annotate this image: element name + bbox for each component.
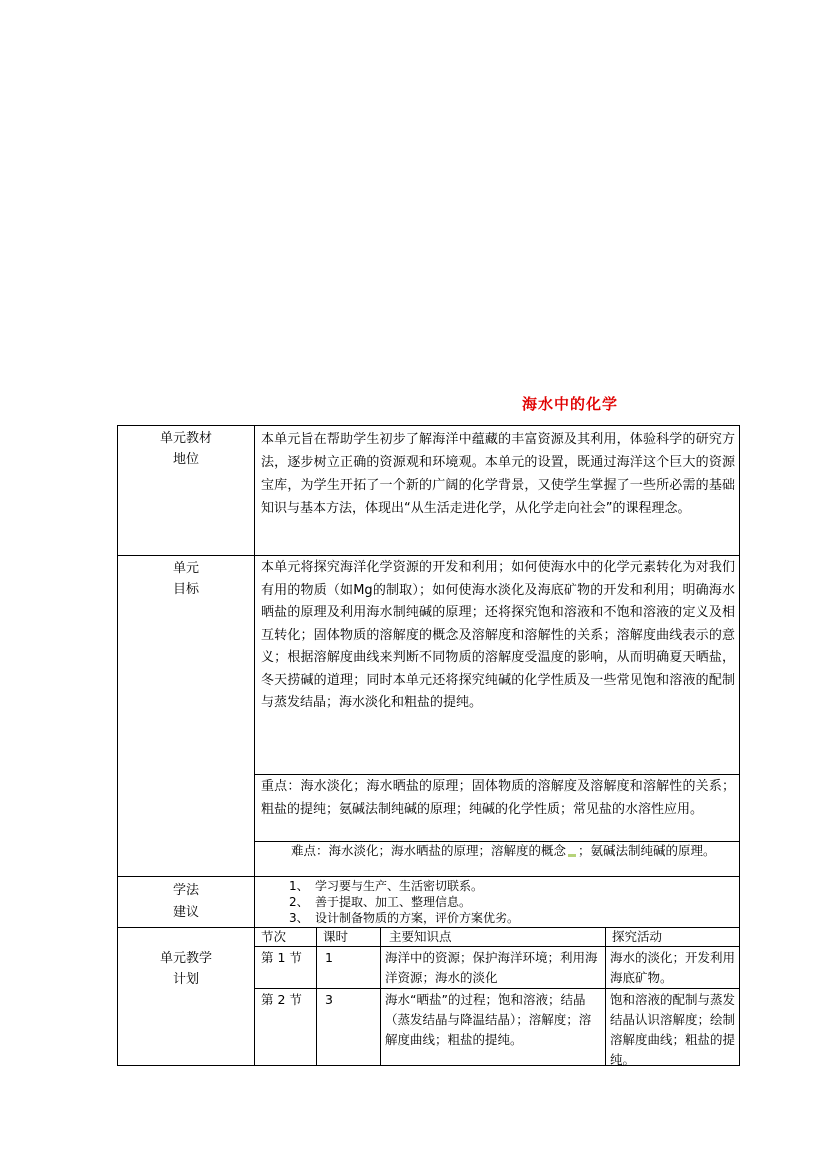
goals-label-line1: 单元: [172, 561, 199, 576]
methods-item: 1、 学习要与生产、生活密切联系。: [289, 879, 484, 893]
key-points-text: 重点：海水淡化；海水晒盐的原理；固体物质的溶解度及溶解度和溶解性的关系；粗盐的提纯；氨碱法制纯碱的原理；纯碱的化学性质；常见盐的水溶性应用。: [254, 774, 740, 842]
plan-header-section: 节次: [254, 927, 317, 947]
position-label-line2: 地位: [172, 452, 199, 467]
goals-label-line2: 目标: [172, 582, 199, 597]
document-title: 海水中的化学: [521, 395, 618, 413]
position-text: 本单元旨在帮助学生初步了解海洋中蕴藏的丰富资源及其利用，体验科学的研究方法，逐步树立正确的资源观和环境观。本单元的设置，既通过海洋这个巨大的资源宝库，为学生开拓了一个新的广阔的化学背景，又使学生掌握了一些所必需的基础知识与基本方法，体现出“从生活走进化学，从化学走向社会”的课程理念。: [254, 425, 740, 556]
position-label-line1: 单元教材: [159, 431, 212, 446]
difficulties-text: [254, 841, 740, 877]
plan-header-hours: 课时: [316, 927, 381, 947]
plan-label-line2: 计划: [172, 972, 199, 987]
position-label-cell: [117, 425, 255, 556]
plan-row2-hours: 3: [316, 988, 381, 1066]
unit-plan-table: [117, 425, 740, 1066]
methods-item: 2、 善于提取、加工、整理信息。: [289, 895, 472, 909]
plan-label-cell: [117, 927, 255, 1066]
difficulties-part-a: 难点：海水淡化；海水晒盐的原理；溶解度的概念: [291, 843, 567, 858]
plan-header-activity: 探究活动: [605, 927, 740, 947]
highlight-mark-icon: [568, 854, 576, 857]
plan-row2-knowledge: 海水“晒盐”的过程；饱和溶液；结晶（蒸发结晶与降温结晶）；溶解度；溶解度曲线；粗盐的提纯。: [380, 988, 606, 1066]
difficulties-part-b: ；氨碱法制纯碱的原理。: [578, 843, 716, 858]
plan-row2-section: 第 2 节: [254, 988, 317, 1066]
plan-header-knowledge: 主要知识点: [380, 927, 606, 947]
methods-label-line2: 建议: [172, 905, 199, 920]
goals-label-cell: [117, 555, 255, 877]
plan-row1-section: 第 1 节: [254, 946, 317, 989]
plan-label-line1: 单元教学: [159, 951, 212, 966]
plan-row2-activity: 饱和溶液的配制与蒸发结晶认识溶解度；绘制溶解度曲线；粗盐的提纯。: [605, 988, 740, 1066]
plan-row1-knowledge: 海洋中的资源；保护海洋环境；利用海洋资源；海水的淡化: [380, 946, 606, 989]
goals-text: 本单元将探究海洋化学资源的开发和利用；如何使海水中的化学元素转化为对我们有用的物质（如Mg的制取）；如何使海水淡化及海底矿物的开发和利用；明确海水晒盐的原理及利用海水制纯碱的原理；还将探究饱和溶液和不饱和溶液的定义及相互转化；固体物质的溶解度的概念及溶解度和溶解性的关系；溶解度曲线表示的意义；根据溶解度曲线来判断不同物质的溶解度受温度的影响，从而明确夏天晒盐，冬天捞碱的道理；同时本单元还将探究纯碱的化学性质及一些常见饱和溶液的配制与蒸发结晶；海水淡化和粗盐的提纯。: [254, 555, 740, 775]
methods-item: 3、 设计制备物质的方案，评价方案优劣。: [289, 911, 520, 925]
plan-row1-activity: 海水的淡化；开发利用海底矿物。: [605, 946, 740, 989]
methods-label-cell: [117, 876, 255, 928]
methods-label-line1: 学法: [172, 883, 199, 898]
plan-row1-hours: 1: [316, 946, 381, 989]
methods-list: [254, 876, 740, 928]
